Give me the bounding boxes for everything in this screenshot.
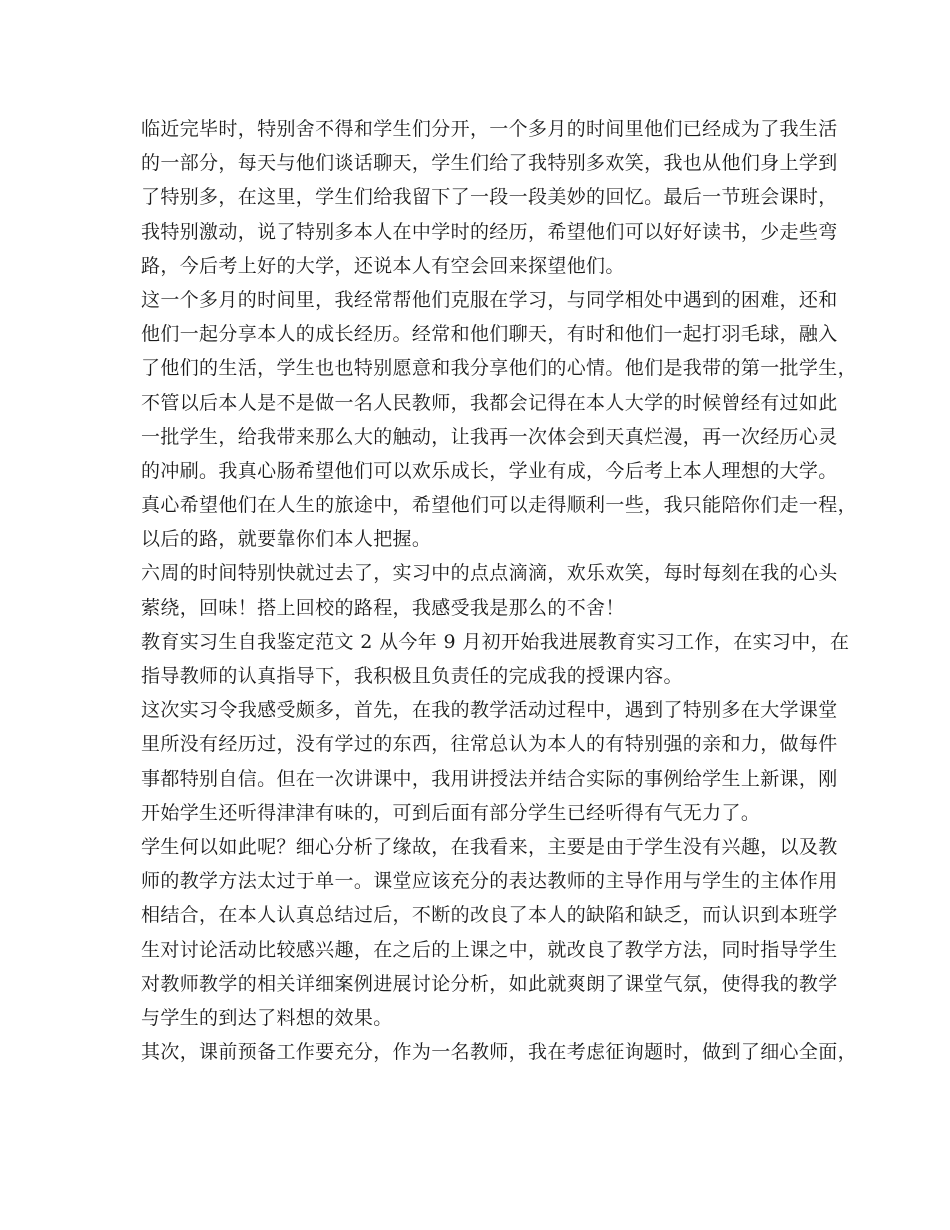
- text-line: 事都特别自信。但在一次讲课中，我用讲授法并结合实际的事例给学生上新课，刚: [141, 767, 838, 790]
- text-line: 开始学生还听得津津有味的，可到后面有部分学生已经听得有气无力了。: [141, 801, 761, 824]
- text-line: 真心希望他们在人生的旅途中，希望他们可以走得顺利一些，我只能陪你们走一程，: [141, 494, 857, 517]
- text-line: 其次，课前预备工作要充分，作为一名教师，我在考虑征询题时，做到了细心全面，: [141, 1041, 857, 1064]
- text-line: 不管以后本人是不是做一名人民教师，我都会记得在本人大学的时候曾经有过如此: [141, 391, 838, 414]
- text-line: 的冲刷。我真心肠希望他们可以欢乐成长，学业有成，今后考上本人理想的大学。: [141, 459, 838, 482]
- text-line: 里所没有经历过，没有学过的东西，往常总认为本人的有特别强的亲和力，做每件: [141, 733, 838, 756]
- text-line: 学生何以如此呢？细心分析了缘故，在我看来，主要是由于学生没有兴趣，以及教: [141, 835, 838, 858]
- text-line: 这一个多月的时间里，我经常帮他们克服在学习，与同学相处中遇到的困难，还和: [141, 288, 838, 311]
- text-line: 对教师教学的相关详细案例进展讨论分析，如此就爽朗了课堂气氛，使得我的教学: [141, 972, 838, 995]
- text-line: 了他们的生活，学生也也特别愿意和我分享他们的心情。他们是我带的第一批学生，: [141, 357, 857, 380]
- text-line: 他们一起分享本人的成长经历。经常和他们聊天，有时和他们一起打羽毛球，融入: [141, 323, 838, 346]
- text-line: 教育实习生自我鉴定范文 2 从今年 9 月初开始我进展教育实习工作，在实习中，在: [141, 630, 850, 653]
- text-line: 这次实习令我感受颇多，首先，在我的教学活动过程中，遇到了特别多在大学课堂: [141, 699, 838, 722]
- text-line: 与学生的到达了料想的效果。: [141, 1006, 393, 1029]
- text-line: 路，今后考上好的大学，还说本人有空会回来探望他们。: [141, 254, 625, 277]
- text-line: 临近完毕时，特别舍不得和学生们分开，一个多月的时间里他们已经成为了我生活: [141, 118, 838, 140]
- text-line: 我特别激动，说了特别多本人在中学时的经历，希望他们可以好好读书，少走些弯: [141, 220, 838, 243]
- text-line: 师的教学方法太过于单一。课堂应该充分的表达教师的主导作用与学生的主体作用: [141, 870, 838, 893]
- text-line: 六周的时间特别快就过去了，实习中的点点滴滴，欢乐欢笑，每时每刻在我的心头: [141, 562, 838, 585]
- text-line: 以后的路，就要靠你们本人把握。: [141, 528, 432, 551]
- text-line: 了特别多，在这里，学生们给我留下了一段一段美妙的回忆。最后一节班会课时，: [141, 186, 838, 209]
- text-line: 指导教师的认真指导下，我积极且负责任的完成我的授课内容。: [141, 665, 683, 687]
- body-text: [141, 112, 857, 1069]
- text-line: 生对讨论活动比较感兴趣，在之后的上课之中，就改良了教学方法，同时指导学生: [141, 938, 838, 961]
- text-line: 一批学生，给我带来那么大的触动，让我再一次体会到天真烂漫，再一次经历心灵: [141, 425, 838, 448]
- text-line: 的一部分，每天与他们谈话聊天，学生们给了我特别多欢笑，我也从他们身上学到: [141, 152, 838, 175]
- text-line: 萦绕，回味！搭上回校的路程，我感受我是那么的不舍！: [141, 596, 625, 619]
- text-line: 相结合，在本人认真总结过后，不断的改良了本人的缺陷和缺乏，而认识到本班学: [141, 904, 838, 927]
